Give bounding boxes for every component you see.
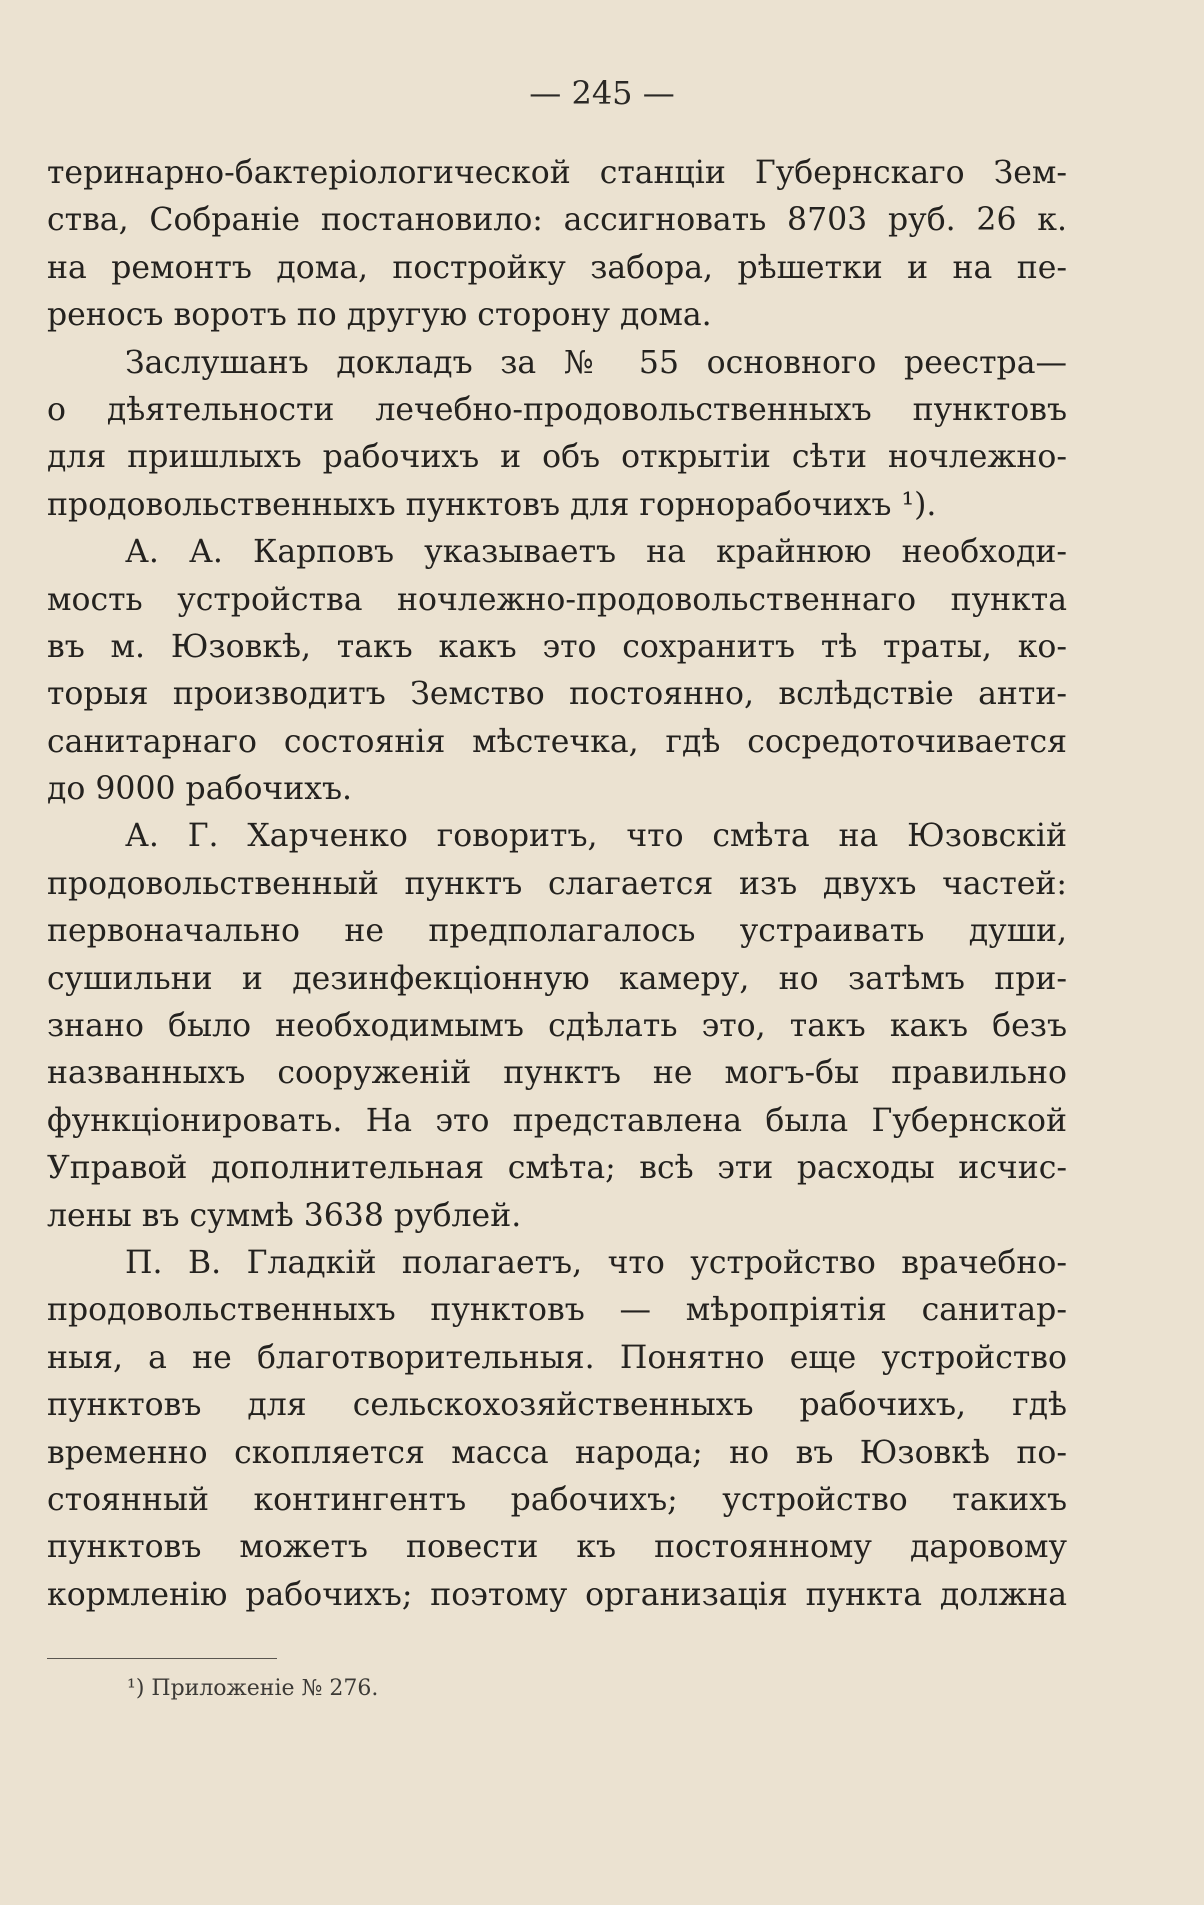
main-text	[47, 150, 1067, 1619]
text-line: лены въ суммѣ 3638 рублей.	[47, 1197, 522, 1234]
footnote: ¹) Приложеніе № 276.	[127, 1676, 379, 1701]
text-line: до 9000 рабочихъ.	[47, 771, 353, 808]
footnote-divider	[47, 1658, 277, 1659]
text-line: пунктовъ можетъ повести къ постоянному даровому	[47, 1529, 1067, 1566]
text-line: первоначально не предполагалось устраивать души,	[47, 913, 1067, 950]
text-line: мость устройства ночлежно-продовольственнаго пункта	[47, 581, 1067, 618]
text-line: реносъ воротъ по другую сторону дома.	[47, 297, 712, 334]
text-line: сушильни и дезинфекціонную камеру, но затѣмъ при-	[47, 960, 1067, 997]
text-line: о дѣятельности лечебно-продовольственныхъ пунктовъ	[47, 391, 1067, 428]
text-line: продовольственныхъ пунктовъ — мѣропріятія санитар-	[47, 1292, 1067, 1329]
text-line: въ м. Юзовкѣ, такъ какъ это сохранитъ тѣ траты, ко-	[47, 628, 1067, 665]
text-line: кормленію рабочихъ; поэтому организація пункта должна	[47, 1576, 1067, 1613]
text-line: ныя, а не благотворительныя. Понятно еще устройство	[47, 1339, 1067, 1376]
text-line: теринарно-бактеріологической станціи Губернскаго Зем-	[47, 155, 1067, 191]
text-line: пунктовъ для сельскохозяйственныхъ рабочихъ, гдѣ	[47, 1387, 1067, 1424]
text-line: функціонировать. На это представлена была Губернской	[47, 1102, 1067, 1139]
text-line: временно скопляется масса народа; но въ Юзовкѣ по-	[47, 1434, 1067, 1471]
page-number: — 245 —	[529, 74, 675, 112]
text-line: для пришлыхъ рабочихъ и объ открытіи сѣти ночлежно-	[47, 439, 1067, 476]
text-line: торыя производитъ Земство постоянно, вслѣдствіе анти-	[47, 676, 1067, 713]
text-line: продовольственный пунктъ слагается изъ двухъ частей:	[47, 865, 1067, 902]
text-line: на ремонтъ дома, постройку забора, рѣшетки и на пе-	[47, 249, 1067, 286]
text-line: П. В. Гладкій полагаетъ, что устройство врачебно-	[125, 1244, 1067, 1281]
text-line: названныхъ сооруженій пунктъ не могъ-бы правильно	[47, 1055, 1067, 1092]
text-line: продовольственныхъ пунктовъ для горнорабочихъ ¹).	[47, 486, 937, 523]
text-line: ства, Собраніе постановило: ассигновать 8703 руб. 26 к.	[47, 202, 1067, 239]
text-line: А. Г. Харченко говоритъ, что смѣта на Юзовскій	[125, 818, 1067, 855]
text-line: знано было необходимымъ сдѣлать это, такъ какъ безъ	[47, 1008, 1067, 1045]
text-line: Заслушанъ докладъ за № 55 основного реестра—	[125, 344, 1067, 381]
text-line: Управой дополнительная смѣта; всѣ эти расходы исчис-	[47, 1150, 1067, 1187]
text-line: А. А. Карповъ указываетъ на крайнюю необходи-	[125, 534, 1067, 571]
text-line: санитарнаго состоянія мѣстечка, гдѣ сосредоточивается	[47, 723, 1067, 760]
text-line: стоянный контингентъ рабочихъ; устройство такихъ	[47, 1481, 1067, 1518]
